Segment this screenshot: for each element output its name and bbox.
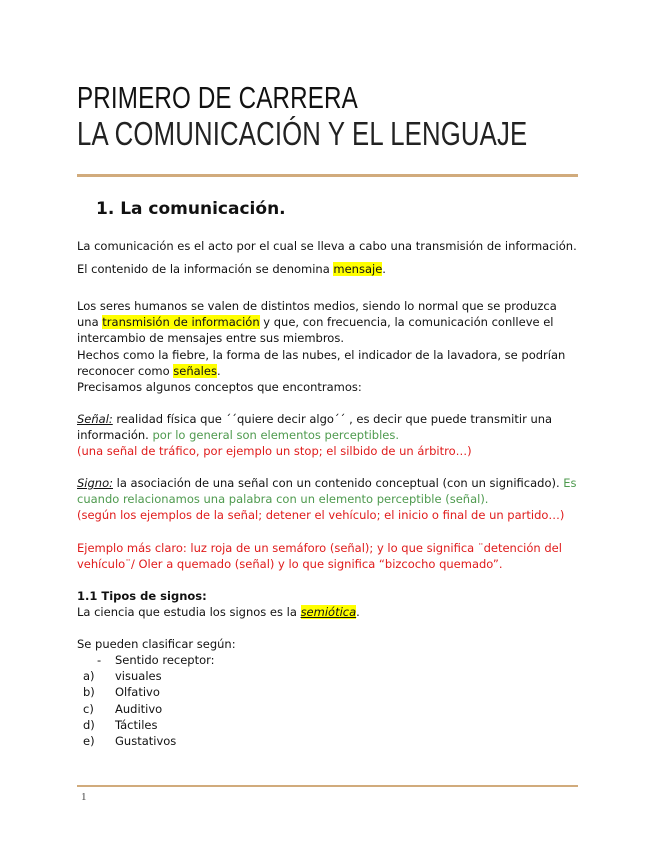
highlight-mensaje: mensaje xyxy=(333,262,383,276)
list-item: d) Táctiles xyxy=(83,717,158,732)
example-red-senal: (una señal de tráfico, por ejemplo un stop; el silbido de un árbitro…) xyxy=(77,444,472,459)
highlight-transmision: transmisión de información xyxy=(102,315,260,330)
term-senal: Señal: xyxy=(77,412,113,426)
note-green-signo: Es cuando relacionamos una palabra con un elemento perceptible (señal). xyxy=(77,476,577,507)
highlight-semiotica: semiótica xyxy=(300,605,357,620)
term-signo: Signo: xyxy=(77,476,113,490)
page-number: 1 xyxy=(81,791,87,803)
list-item: b) Olfativo xyxy=(83,685,160,700)
paragraph-clasificar: Se pueden clasificar según: xyxy=(77,637,236,651)
paragraph-block-medios xyxy=(77,298,577,395)
paragraph-mensaje: El contenido de la información se denomina mensaje. xyxy=(77,262,386,276)
example-red-signo: (según los ejemplos de la señal; detener el vehículo; el inicio o final de un partido…) xyxy=(77,508,565,523)
list-item: e) Gustativos xyxy=(83,734,177,749)
paragraph-medios: Los seres humanos se valen de distintos medios, siendo lo normal que se produzca una transmisión de información y que, con frecuencia, la comunicación conlleve el intercambio de mensajes entre sus miembros. xyxy=(77,299,557,346)
header-divider xyxy=(77,174,578,177)
list-item: - Sentido receptor: xyxy=(97,653,215,667)
list-item: a) visuales xyxy=(83,669,162,684)
title-line-1: PRIMERO DE CARRERA xyxy=(77,80,358,115)
subsection-heading: 1.1 Tipos de signos: xyxy=(77,589,207,603)
definition-signo: Signo: la asociación de una señal con un contenido conceptual (con un significado). Es cuando relacionamos una palabra con un elemento perceptible (señal). (según los ejemplos de la señal; detener el vehículo; el inicio o final de un partido…) xyxy=(77,476,577,523)
subsection-tipos xyxy=(77,588,577,620)
paragraph-definition: La comunicación es el acto por el cual se lleva a cabo una transmisión de información. xyxy=(77,239,577,253)
classification-list xyxy=(77,652,215,749)
definition-senal: Señal: realidad física que ´´quiere decir algo´´ , es decir que puede transmitir una información. por lo general son elementos perceptibles. (una señal de tráfico, por ejemplo un stop; el silbido de un árbitro…) xyxy=(77,411,577,460)
highlight-senales: señales xyxy=(173,363,217,378)
paragraph-conceptos: Precisamos algunos conceptos que encontramos: xyxy=(77,380,362,395)
section-heading: 1. La comunicación. xyxy=(96,199,286,219)
list-item: c) Auditivo xyxy=(83,701,163,716)
footer-divider xyxy=(77,785,578,787)
title-line-2: LA COMUNICACIÓN Y EL LENGUAJE xyxy=(77,115,528,152)
note-green-senal: por lo general son elementos perceptibles. xyxy=(152,428,400,443)
paragraph-hechos: Hechos como la fiebre, la forma de las nubes, el indicador de la lavadora, se podrían reconocer como señales. xyxy=(77,347,566,378)
example-clear: Ejemplo más claro: luz roja de un semáforo (señal); y lo que significa ¨detención del vehículo¨/ Oler a quemado (señal) y lo que significa “bizcocho quemado”. xyxy=(77,541,562,572)
paragraph-semiotica: La ciencia que estudia los signos es la semiótica. xyxy=(77,605,360,620)
